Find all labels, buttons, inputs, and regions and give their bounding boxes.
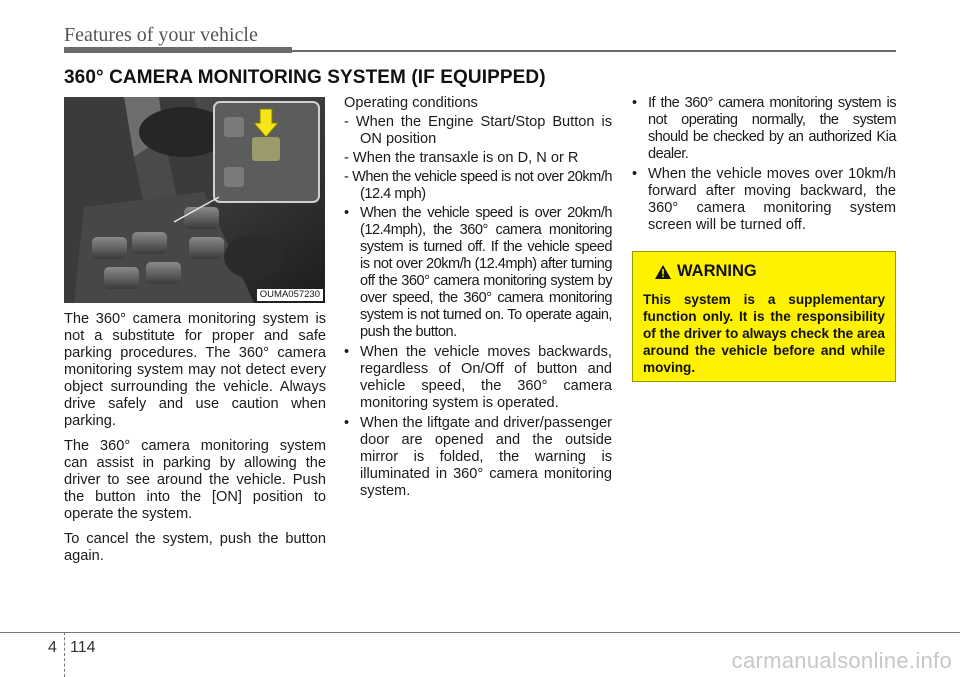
warning-box — [632, 251, 896, 382]
warning-triangle-icon — [655, 265, 671, 279]
watermark-text: carmanualsonline.info — [731, 648, 952, 673]
console-photo — [64, 97, 325, 303]
footer-rule — [0, 632, 960, 633]
warning-header — [655, 262, 885, 281]
header-rule — [64, 50, 896, 52]
condition-item: - When the transaxle is on D, N or R — [344, 150, 579, 166]
condition-bullet: • When the liftgate and driver/passenger door are opened and the outside mirror is folded, the warning is illuminated in 360° camera monitoring system. — [344, 415, 612, 499]
notes-column — [632, 95, 896, 237]
section-title: 360° CAMERA MONITORING SYSTEM (IF EQUIPPED) — [64, 67, 546, 88]
warning-text: This system is a supplementary function only. It is the responsibility of the driver to always check the area around the vehicle before and while moving. — [643, 292, 885, 375]
condition-item: - When the vehicle speed is not over 20km/h (12.4 mph) — [344, 169, 612, 202]
conditions-column — [344, 95, 612, 503]
condition-bullet: • When the vehicle speed is over 20km/h (12.4mph), the 360° camera monitoring system is turned off. If the vehicle speed is not over 20km/h (12.4mph) after turning off the 360° camera monitoring system by over speed, the 360° camera monitoring system is not turned on. To operate again, push the button. — [344, 205, 612, 340]
intro-paragraph: The 360° camera monitoring system is not a substitute for proper and safe parking procedures. The 360° camera monitoring system may not detect every object surrounding the vehicle. Always drive safely and use caution when parking. — [64, 311, 326, 429]
cancel-paragraph: To cancel the system, push the button again. — [64, 531, 326, 564]
center-console-illustration — [64, 97, 325, 303]
warning-title: WARNING — [677, 262, 757, 280]
figure-code: OUMA057230 — [257, 289, 323, 301]
page-header-title: Features of your vehicle — [64, 24, 258, 46]
condition-bullet: • When the vehicle moves backwards, regardless of On/Off of button and vehicle speed, the 360° camera monitoring system is operated. — [344, 344, 612, 411]
note-bullet: • When the vehicle moves over 10km/h forward after moving backward, the 360° camera monitoring system screen will be turned off. — [632, 166, 896, 233]
page-number: 114 — [70, 639, 96, 656]
chapter-number: 4 — [48, 639, 57, 656]
footer-divider — [64, 632, 65, 677]
intro-column — [64, 311, 326, 573]
note-bullet: • If the 360° camera monitoring system is not operating normally, the system should be checked by an authorized Kia dealer. — [632, 95, 896, 162]
assist-paragraph: The 360° camera monitoring system can assist in parking by allowing the driver to see around the vehicle. Push the button into the [ON] position to operate the system. — [64, 438, 326, 522]
condition-item: - When the Engine Start/Stop Button is ON position — [344, 114, 612, 147]
conditions-heading: Operating conditions — [344, 95, 478, 111]
